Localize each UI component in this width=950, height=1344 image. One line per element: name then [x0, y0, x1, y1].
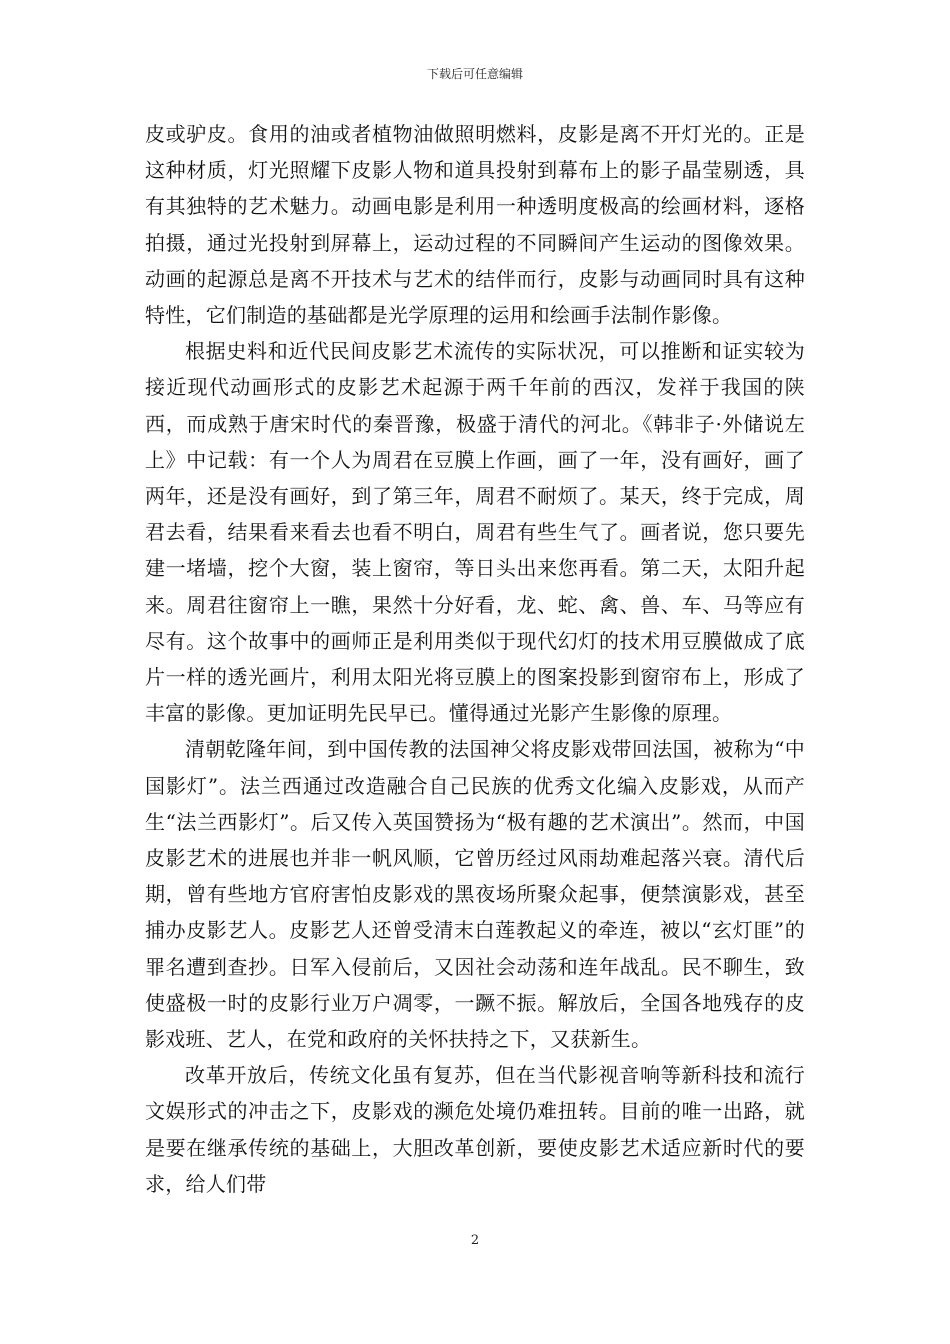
paragraph-2: 根据史料和近代民间皮影艺术流传的实际状况，可以推断和证实较为接近现代动画形式的皮影艺术起源于两千年前的西汉，发祥于我国的陕西，而成熟于唐宋时代的秦晋豫，极盛于清代的河北。《韩非子·外储说左上》中记载：有一个人为周君在豆膜上作画，画了一年，没有画好，画了两年，还是没有画好，到了第三年，周君不耐烦了。某天，终于完成，周君去看，结果看来看去也看不明白，周君有些生气了。画者说，您只要先建一堵墙，挖个大窗，装上窗帘，等日头出来您再看。第二天，太阳升起来。周君往窗帘上一瞧，果然十分好看，龙、蛇、禽、兽、车、马等应有尽有。这个故事中的画师正是利用类似于现代幻灯的技术用豆膜做成了底片一样的透光画片，利用太阳光将豆膜上的图案投影到窗帘布上，形成了丰富的影像。更加证明先民早已。懂得通过光影产生影像的原理。	[145, 339, 805, 726]
paragraph-3: 清朝乾隆年间，到中国传教的法国神父将皮影戏带回法国，被称为“中国影灯”。法兰西通过改造融合自己民族的优秀文化编入皮影戏，从而产生“法兰西影灯”。后又传入英国赞扬为“极有趣的艺术演出”。然而，中国皮影艺术的进展也并非一帆风顺，它曾历经过风雨劫难起落兴衰。清代后期，曾有些地方官府害怕皮影戏的黑夜场所聚众起事，便禁演影戏，甚至捕办皮影艺人。皮影艺人还曾受清末白莲教起义的牵连，被以“玄灯匪”的罪名遭到查抄。日军入侵前后，又因社会动荡和连年战乱。民不聊生，致使盛极一时的皮影行业万户凋零，一蹶不振。解放后，全国各地残存的皮影戏班、艺人，在党和政府的关怀扶持之下，又获新生。	[145, 737, 805, 1052]
paragraph-1: 皮或驴皮。食用的油或者植物油做照明燃料，皮影是离不开灯光的。正是这种材质，灯光照耀下皮影人物和道具投射到幕布上的影子晶莹剔透，具有其独特的艺术魅力。动画电影是利用一种透明度极高的绘画材料，逐格拍摄，通过光投射到屏幕上，运动过程的不同瞬间产生运动的图像效果。动画的起源总是离不开技术与艺术的结伴而行，皮影与动画同时具有这种特性，它们制造的基础都是光学原理的运用和绘画手法制作影像。	[145, 122, 805, 328]
paragraph-4: 改革开放后，传统文化虽有复苏，但在当代影视音响等新科技和流行文娱形式的冲击之下，皮影戏的濒危处境仍难扭转。目前的唯一出路，就是要在继承传统的基础上，大胆改革创新，要使皮影艺术适应新时代的要求，给人们带	[145, 1063, 805, 1196]
body-text	[145, 116, 805, 1202]
page-number: 2	[470, 1233, 480, 1248]
page-header: 下载后可任意编辑	[426, 67, 523, 81]
